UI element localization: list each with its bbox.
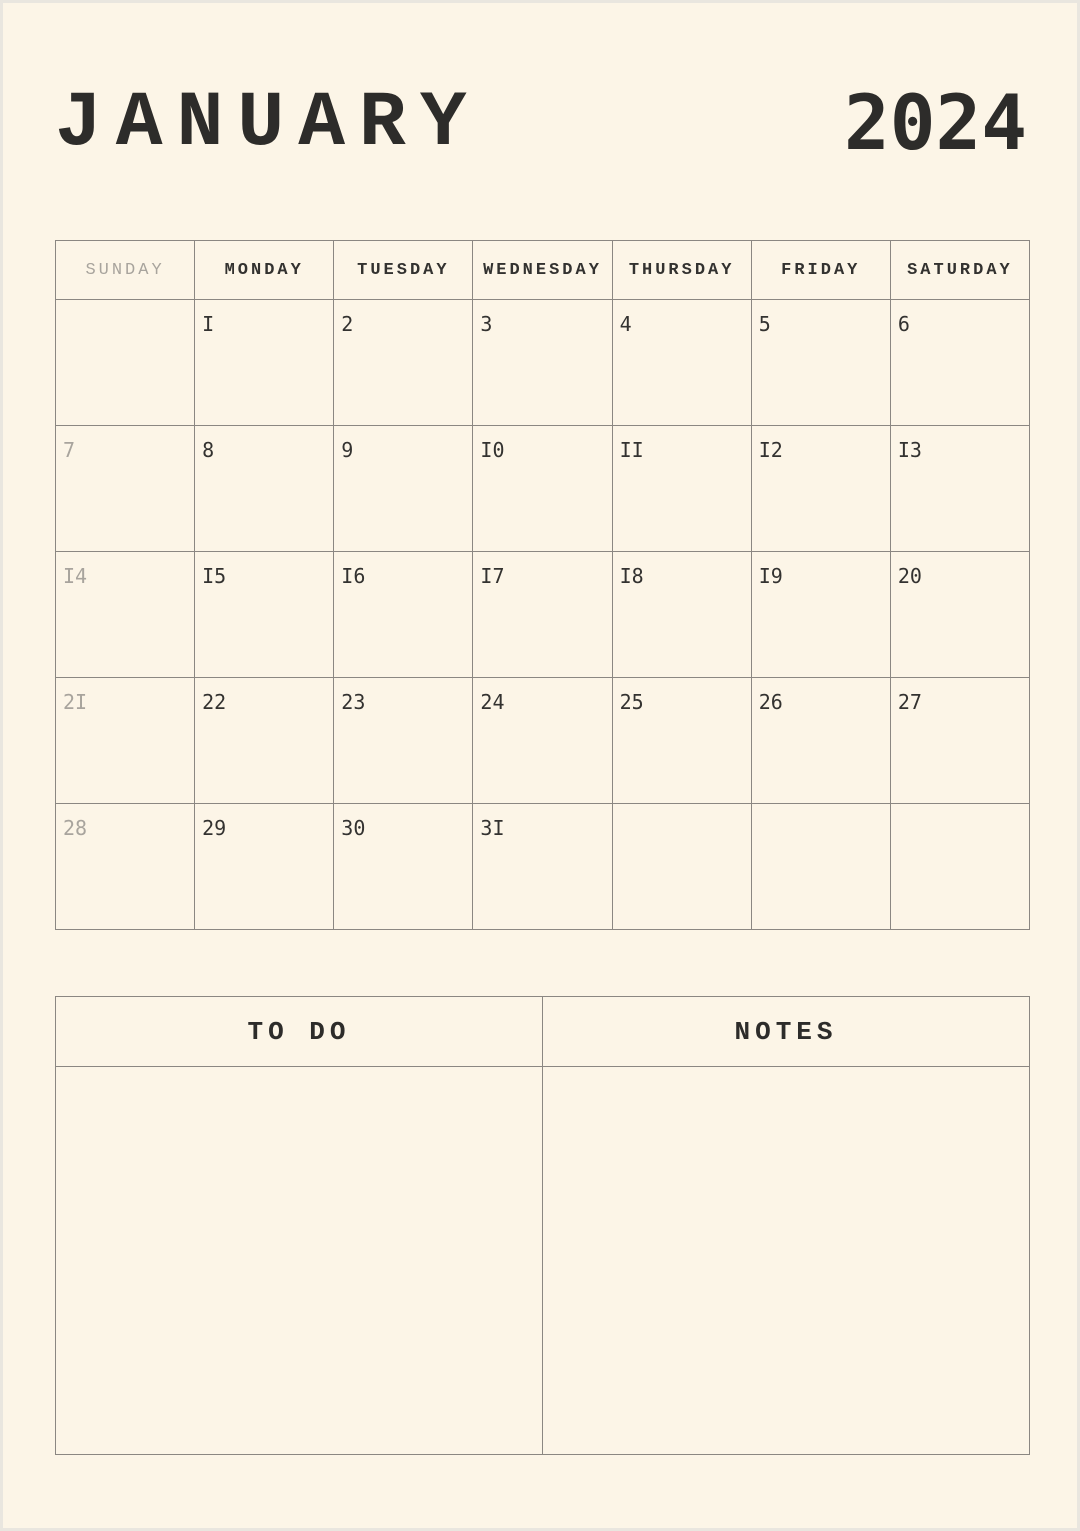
day-number: I2 xyxy=(758,438,783,462)
day-cell xyxy=(612,678,751,804)
day-cell xyxy=(612,300,751,426)
day-number: I4 xyxy=(63,564,88,588)
day-number xyxy=(752,804,890,818)
day-number: 6 xyxy=(897,312,910,336)
month-title: JANUARY xyxy=(55,80,481,168)
day-cell xyxy=(195,804,334,930)
section-body-row xyxy=(56,1067,1030,1455)
weekday-thursday: THURSDAY xyxy=(612,241,751,300)
day-number: 24 xyxy=(480,690,505,714)
todo-heading: TO DO xyxy=(56,997,543,1067)
day-cell xyxy=(56,300,195,426)
todo-area xyxy=(56,1067,543,1455)
day-number: I0 xyxy=(480,438,505,462)
day-number: 28 xyxy=(63,816,88,840)
day-number: 3 xyxy=(480,312,493,336)
day-number: 27 xyxy=(897,690,922,714)
day-cell xyxy=(195,678,334,804)
day-number: 2 xyxy=(341,312,354,336)
todo-notes-section xyxy=(55,996,1030,1455)
day-number: 7 xyxy=(63,438,76,462)
day-cell xyxy=(612,552,751,678)
day-cell xyxy=(334,552,473,678)
day-cell xyxy=(890,552,1029,678)
week-row xyxy=(56,300,1030,426)
day-cell xyxy=(473,678,612,804)
day-number: II xyxy=(619,438,644,462)
day-number: 29 xyxy=(202,816,227,840)
day-number: 2I xyxy=(63,690,88,714)
day-cell xyxy=(195,300,334,426)
day-cell xyxy=(473,426,612,552)
day-number: 4 xyxy=(619,312,632,336)
day-number: I9 xyxy=(758,564,783,588)
weekday-wednesday: WEDNESDAY xyxy=(473,241,612,300)
day-cell xyxy=(334,678,473,804)
day-cell xyxy=(473,300,612,426)
weekday-friday: FRIDAY xyxy=(751,241,890,300)
notes-area xyxy=(543,1067,1030,1455)
day-number: I xyxy=(202,312,215,336)
day-cell xyxy=(56,678,195,804)
day-number: I7 xyxy=(480,564,505,588)
day-cell xyxy=(195,552,334,678)
day-cell xyxy=(56,426,195,552)
day-number: I6 xyxy=(341,564,366,588)
day-number: 3I xyxy=(480,816,505,840)
day-number: 9 xyxy=(341,438,354,462)
day-cell xyxy=(195,426,334,552)
notes-heading: NOTES xyxy=(543,997,1030,1067)
year-title: 2024 xyxy=(843,78,1027,167)
day-cell xyxy=(751,426,890,552)
day-cell xyxy=(56,804,195,930)
day-cell xyxy=(612,426,751,552)
day-number: I5 xyxy=(202,564,227,588)
day-number: 22 xyxy=(202,690,227,714)
day-number: I8 xyxy=(619,564,644,588)
day-number: 25 xyxy=(619,690,644,714)
day-number xyxy=(613,804,751,818)
day-cell xyxy=(473,552,612,678)
day-cell xyxy=(751,804,890,930)
day-cell xyxy=(890,804,1029,930)
day-number xyxy=(56,300,194,314)
day-cell xyxy=(751,552,890,678)
weekday-tuesday: TUESDAY xyxy=(334,241,473,300)
weekday-saturday: SATURDAY xyxy=(890,241,1029,300)
day-cell xyxy=(334,804,473,930)
calendar-grid xyxy=(55,240,1030,930)
day-cell xyxy=(612,804,751,930)
week-row xyxy=(56,552,1030,678)
calendar-page xyxy=(3,3,1077,1528)
weekday-sunday: SUNDAY xyxy=(56,241,195,300)
day-number: 30 xyxy=(341,816,366,840)
week-row xyxy=(56,426,1030,552)
day-number: 5 xyxy=(758,312,771,336)
day-cell xyxy=(334,426,473,552)
day-cell xyxy=(751,300,890,426)
day-number xyxy=(891,804,1029,818)
day-cell xyxy=(890,678,1029,804)
day-number: 23 xyxy=(341,690,366,714)
weekday-monday: MONDAY xyxy=(195,241,334,300)
week-row xyxy=(56,678,1030,804)
day-number: 8 xyxy=(202,438,215,462)
day-cell xyxy=(890,426,1029,552)
weekday-header-row xyxy=(56,241,1030,300)
week-row xyxy=(56,804,1030,930)
day-cell xyxy=(473,804,612,930)
day-cell xyxy=(751,678,890,804)
day-number: I3 xyxy=(897,438,922,462)
day-number: 26 xyxy=(758,690,783,714)
day-number: 20 xyxy=(897,564,922,588)
section-header-row xyxy=(56,997,1030,1067)
day-cell xyxy=(56,552,195,678)
day-cell xyxy=(334,300,473,426)
day-cell xyxy=(890,300,1029,426)
